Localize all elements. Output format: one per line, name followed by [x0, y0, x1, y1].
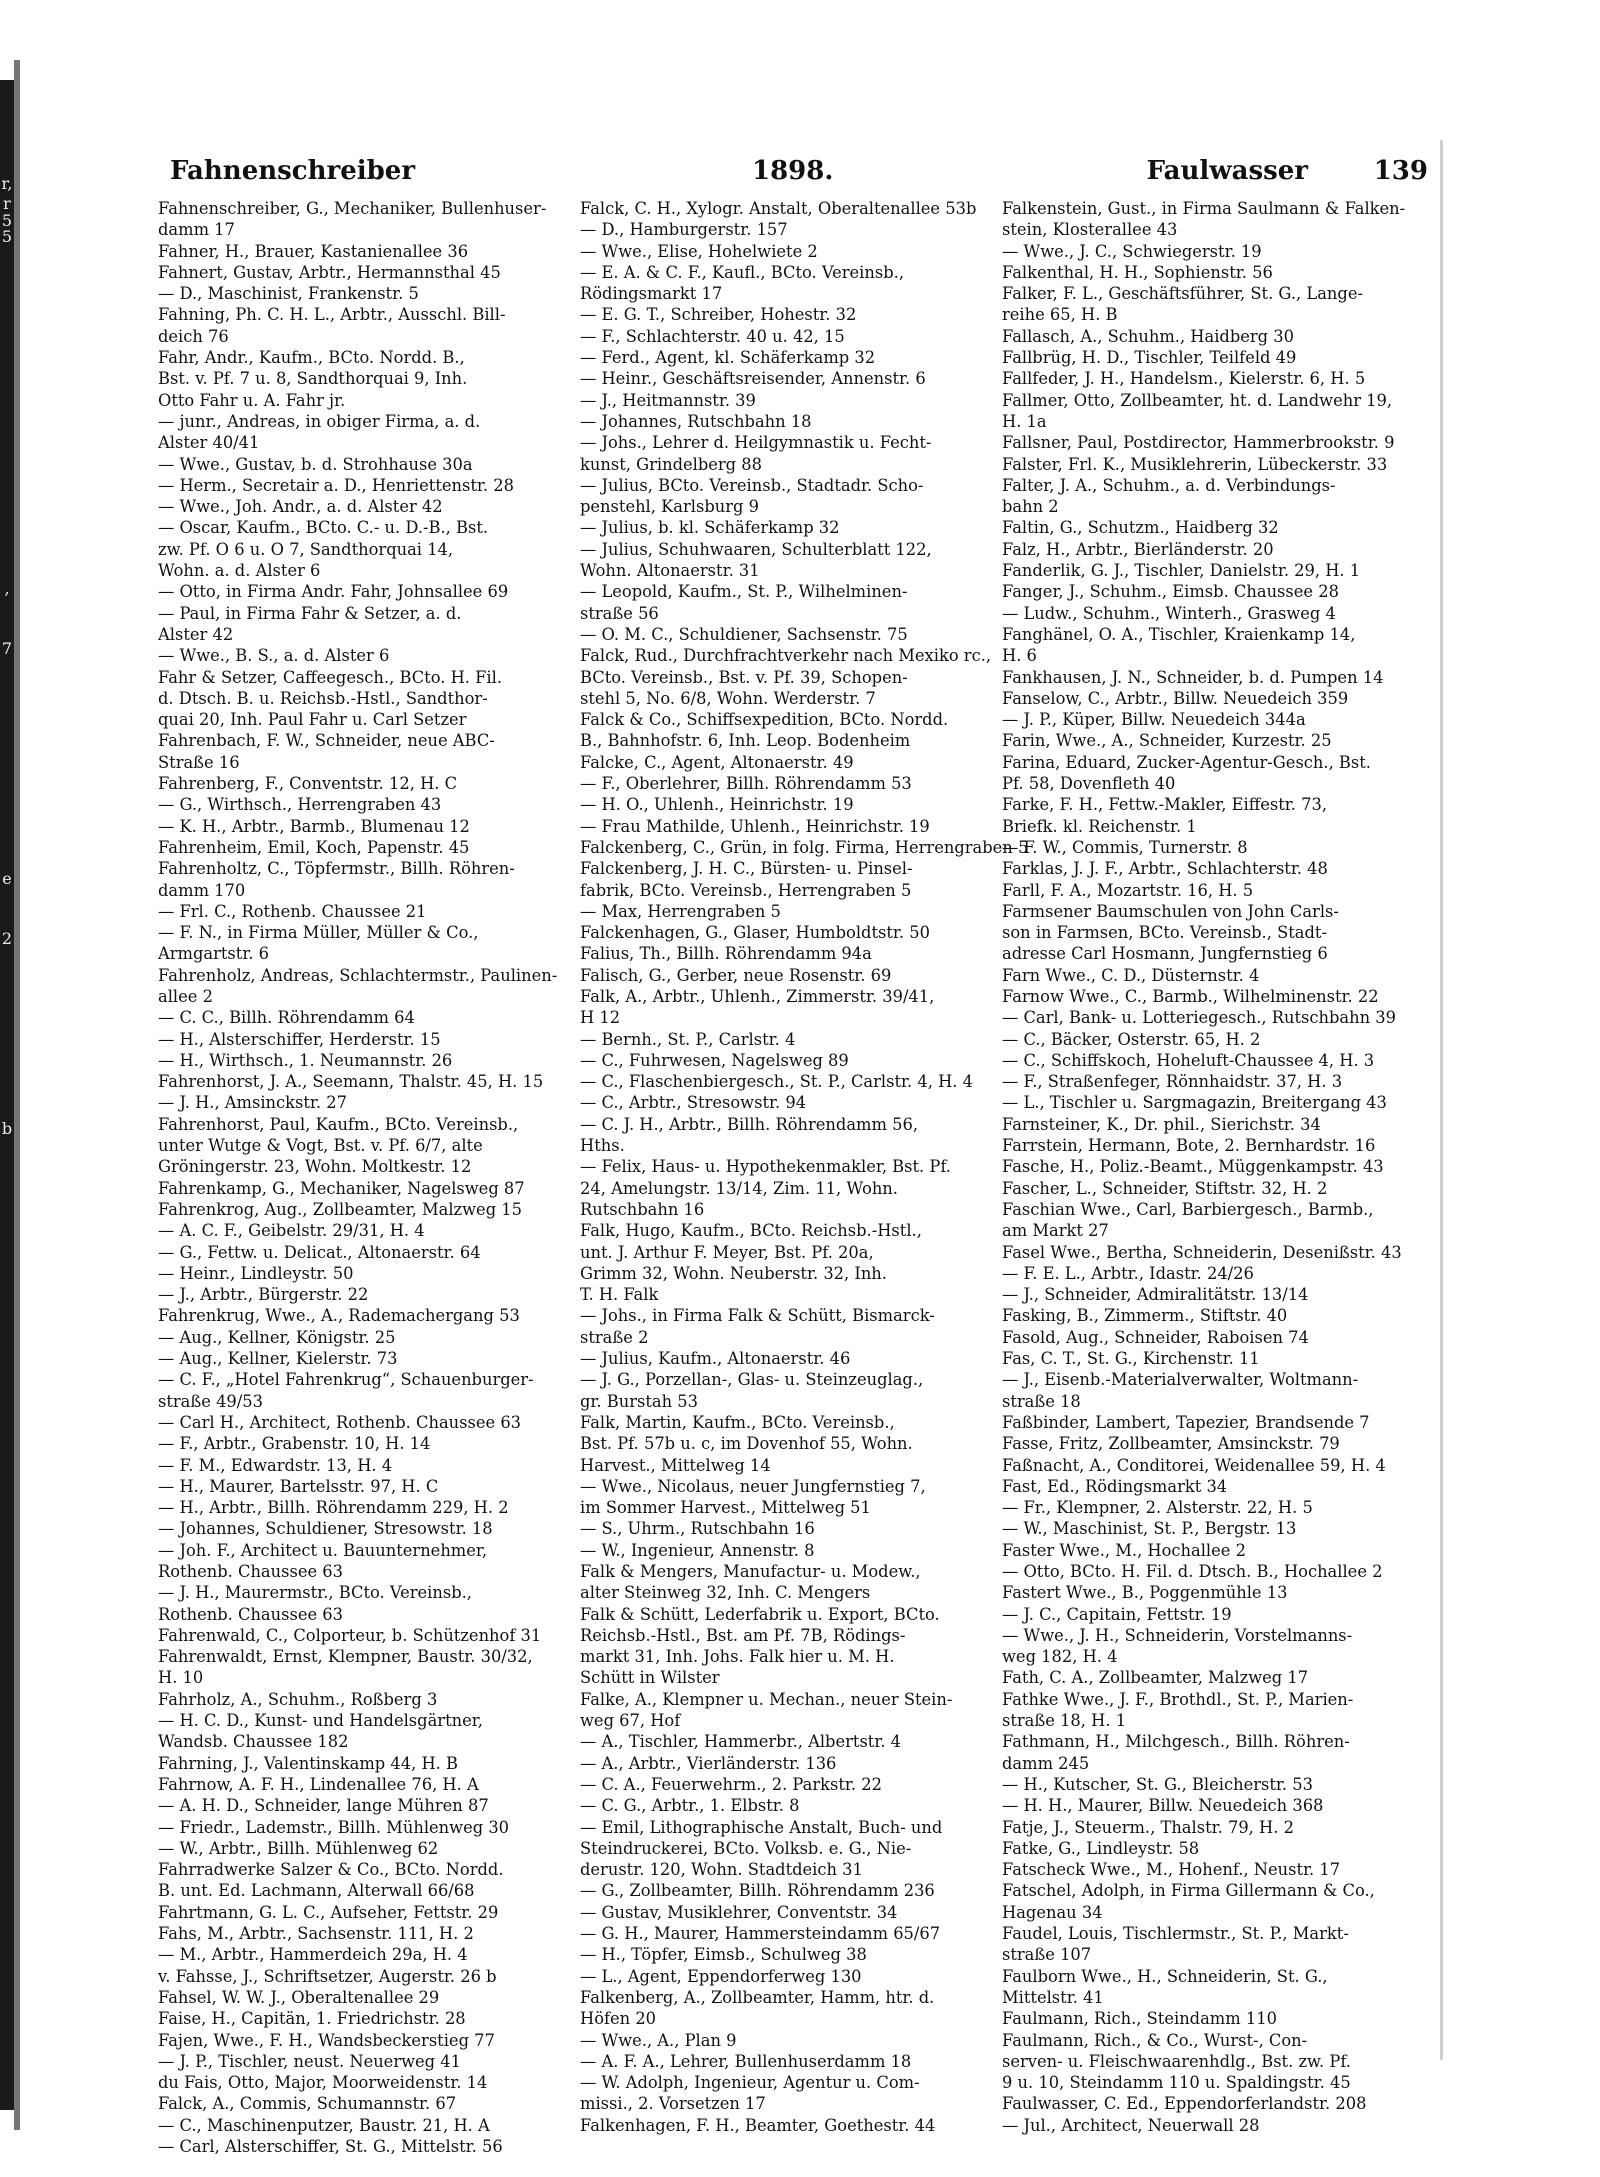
adjacent-page-glyph: r, — [1, 174, 13, 193]
directory-entry-line: — G., Zollbeamter, Billh. Röhrendamm 236 — [580, 1881, 935, 1901]
directory-entry-line: am Markt 27 — [1002, 1221, 1109, 1241]
directory-entry-line: Rothenb. Chaussee 63 — [158, 1604, 343, 1624]
directory-entry-line: — C., Schiffskoch, Hoheluft-Chaussee 4, H. 3 — [1002, 1050, 1375, 1070]
directory-entry-line: 9 u. 10, Steindamm 110 u. Spaldingstr. 45 — [1002, 2073, 1351, 2093]
directory-entry-line: Farll, F. A., Mozartstr. 16, H. 5 — [1002, 880, 1254, 900]
directory-entry-line: Faulmann, Rich., Steindamm 110 — [1002, 2009, 1277, 2029]
directory-entry-line: Fast, Ed., Rödingsmarkt 34 — [1002, 1476, 1228, 1496]
directory-entry-line: — Aug., Kellner, Königstr. 25 — [158, 1327, 396, 1347]
directory-entry-line: B. unt. Ed. Lachmann, Alterwall 66/68 — [158, 1881, 475, 1901]
directory-entry-line: Faulmann, Rich., & Co., Wurst-, Con- — [1002, 2030, 1308, 2050]
directory-entry-line: Fajen, Wwe., F. H., Wandsbeckerstieg 77 — [158, 2030, 495, 2050]
directory-entry-line: zw. Pf. O 6 u. O 7, Sandthorquai 14, — [158, 539, 454, 559]
directory-entry-line: — Bernh., St. P., Carlstr. 4 — [580, 1029, 796, 1049]
directory-entry-line: Fatje, J., Steuerm., Thalstr. 79, H. 2 — [1002, 1817, 1294, 1837]
directory-entry-line: Falius, Th., Billh. Röhrendamm 94a — [580, 944, 872, 964]
directory-entry-line: — C., Arbtr., Stresowstr. 94 — [580, 1093, 807, 1113]
directory-entry-line: H. 10 — [158, 1668, 204, 1688]
directory-entry-line: — Heinr., Geschäftsreisender, Annenstr. 6 — [580, 369, 926, 389]
directory-entry-line: Farin, Wwe., A., Schneider, Kurzestr. 25 — [1002, 731, 1332, 751]
directory-entry-line: Fathke Wwe., J. F., Brothdl., St. P., Marien- — [1002, 1689, 1354, 1709]
directory-entry-line: Armgartstr. 6 — [158, 944, 270, 964]
directory-entry-line: Fanselow, C., Arbtr., Billw. Neuedeich 359 — [1002, 688, 1349, 708]
directory-entry-line: Fas, C. T., St. G., Kirchenstr. 11 — [1002, 1349, 1260, 1369]
directory-entry-line: — H., Wirthsch., 1. Neumannstr. 26 — [158, 1050, 453, 1070]
directory-entry-line: — H., Maurer, Bartelsstr. 97, H. C — [158, 1476, 439, 1496]
directory-entry-line: Faise, H., Capitän, 1. Friedrichstr. 28 — [158, 2009, 466, 2029]
directory-entry-line: Fahnenschreiber, G., Mechaniker, Bullenhuser- — [158, 199, 547, 218]
directory-entry-line: — Wwe., Nicolaus, neuer Jungfernstieg 7, — [580, 1476, 926, 1496]
directory-entry-line: B., Bahnhofstr. 6, Inh. Leop. Bodenheim — [580, 731, 911, 751]
directory-entry-line: — junr., Andreas, in obiger Firma, a. d. — [158, 411, 481, 431]
directory-entry-line: Falk & Schütt, Lederfabrik u. Export, BCto. — [580, 1604, 940, 1624]
directory-entry-line: — F. W., Commis, Turnerstr. 8 — [1002, 837, 1248, 857]
directory-entry-line: Briefk. kl. Reichenstr. 1 — [1002, 816, 1197, 836]
directory-entry-line: Fascher, L., Schneider, Stiftstr. 32, H. 2 — [1002, 1178, 1328, 1198]
directory-entry-line: alter Steinweg 32, Inh. C. Mengers — [580, 1583, 871, 1603]
directory-entry-line: — G. H., Maurer, Hammersteindamm 65/67 — [580, 1924, 941, 1944]
directory-entry-line: Alster 40/41 — [158, 433, 260, 453]
directory-entry-line: — Wwe., A., Plan 9 — [580, 2030, 737, 2050]
directory-entry-line: — H. C. D., Kunst- und Handelsgärtner, — [158, 1711, 483, 1731]
directory-entry-line: Faulwasser, C. Ed., Eppendorferlandstr. 208 — [1002, 2094, 1367, 2114]
directory-entry-line: deich 76 — [158, 326, 229, 346]
directory-entry-line: Fahrenkrug, Wwe., A., Rademachergang 53 — [158, 1306, 520, 1326]
directory-entry-line: — F. M., Edwardstr. 13, H. 4 — [158, 1455, 393, 1475]
directory-entry-line: Fath, C. A., Zollbeamter, Malzweg 17 — [1002, 1668, 1309, 1688]
directory-entry-line: Falz, H., Arbtr., Bierländerstr. 20 — [1002, 539, 1274, 559]
directory-entry-line: Fasche, H., Poliz.-Beamt., Müggenkampstr. 43 — [1002, 1157, 1384, 1177]
directory-entry-line: penstehl, Karlsburg 9 — [580, 497, 759, 517]
directory-entry-line: Fastert Wwe., B., Poggenmühle 13 — [1002, 1583, 1288, 1603]
directory-entry-line: — C. G., Arbtr., 1. Elbstr. 8 — [580, 1796, 800, 1816]
directory-entry-line: Farke, F. H., Fettw.-Makler, Eiffestr. 73, — [1002, 795, 1328, 815]
directory-entry-line: Fahr & Setzer, Caffeegesch., BCto. H. Fil. — [158, 667, 503, 687]
directory-entry-line: Fankhausen, J. N., Schneider, b. d. Pumpen 14 — [1002, 667, 1384, 687]
directory-entry-line: — Frau Mathilde, Uhlenh., Heinrichstr. 19 — [580, 816, 930, 836]
directory-entry-line: — H. H., Maurer, Billw. Neuedeich 368 — [1002, 1796, 1324, 1816]
adjacent-page-glyph: 5 — [1, 227, 13, 246]
directory-entry-line: — C. J. H., Arbtr., Billh. Röhrendamm 56, — [580, 1114, 918, 1134]
directory-entry-line: Falter, J. A., Schuhm., a. d. Verbindungs- — [1002, 475, 1336, 495]
directory-entry-line: Fasel Wwe., Bertha, Schneiderin, Desenißstr. 43 — [1002, 1242, 1402, 1262]
directory-entry-line: Falk & Mengers, Manufactur- u. Modew., — [580, 1562, 921, 1581]
directory-entry-line: Farn Wwe., C. D., Düsternstr. 4 — [1002, 965, 1260, 985]
directory-entry-line: — J., Schneider, Admiralitätstr. 13/14 — [1002, 1285, 1309, 1305]
directory-entry-line: Faudel, Louis, Tischlermstr., St. P., Markt- — [1002, 1924, 1349, 1944]
directory-entry-line: serven- u. Fleischwaarenhdlg., Bst. zw. Pf. — [1002, 2051, 1351, 2071]
directory-entry-line: — C., Fuhrwesen, Nagelsweg 89 — [580, 1050, 849, 1070]
directory-entry-line: bahn 2 — [1002, 497, 1059, 517]
directory-entry-line: — Jul., Architect, Neuerwall 28 — [1002, 2115, 1260, 2135]
directory-entry-line: — W., Maschinist, St. P., Bergstr. 13 — [1002, 1519, 1297, 1539]
directory-entry-line: Falck, C. H., Xylogr. Anstalt, Oberaltenallee 53b — [580, 199, 977, 218]
column-3 — [1002, 198, 1404, 2136]
directory-entry-line: Falkenthal, H. H., Sophienstr. 56 — [1002, 262, 1273, 282]
directory-entry-line: — C., Flaschenbiergesch., St. P., Carlstr. 4, H. 4 — [580, 1072, 973, 1092]
directory-entry-line: Mittelstr. 41 — [1002, 1987, 1104, 2007]
directory-entry-line: Fasking, B., Zimmerm., Stiftstr. 40 — [1002, 1306, 1288, 1326]
directory-entry-line: Grimm 32, Wohn. Neuberstr. 32, Inh. — [580, 1263, 887, 1283]
directory-entry-line: Straße 16 — [158, 752, 240, 772]
directory-entry-line: — Wwe., J. C., Schwiegerstr. 19 — [1002, 241, 1262, 261]
column-1 — [158, 198, 560, 2157]
directory-entry-line: Bst. v. Pf. 7 u. 8, Sandthorquai 9, Inh. — [158, 369, 468, 389]
directory-entry-line: — H., Töpfer, Eimsb., Schulweg 38 — [580, 1945, 867, 1965]
directory-entry-line: Fahr, Andr., Kaufm., BCto. Nordd. B., — [158, 348, 465, 368]
directory-entry-line: — H., Arbtr., Billh. Röhrendamm 229, H. 2 — [158, 1498, 509, 1518]
directory-entry-line: stein, Klosterallee 43 — [1002, 220, 1178, 240]
directory-entry-line: Falckenberg, J. H. C., Bürsten- u. Pinsel- — [580, 859, 913, 879]
directory-entry-line: v. Fahsse, J., Schriftsetzer, Augerstr. 26 b — [158, 1966, 497, 1986]
directory-entry-line: Fahrenberg, F., Conventstr. 12, H. C — [158, 774, 458, 794]
directory-entry-line: Farklas, J. J. F., Arbtr., Schlachterstr. 48 — [1002, 859, 1328, 879]
adjacent-page-glyph: 5 — [1, 211, 13, 230]
directory-entry-line: Falk, A., Arbtr., Uhlenh., Zimmerstr. 39/41, — [580, 986, 935, 1006]
directory-entry-line: Fatschel, Adolph, in Firma Gillermann & Co., — [1002, 1881, 1375, 1901]
directory-entry-line: d. Dtsch. B. u. Reichsb.-Hstl., Sandthor- — [158, 688, 488, 708]
directory-entry-line: — H. O., Uhlenh., Heinrichstr. 19 — [580, 795, 854, 815]
directory-entry-line: fabrik, BCto. Vereinsb., Herrengraben 5 — [580, 880, 912, 900]
directory-entry-line: — J., Arbtr., Bürgerstr. 22 — [158, 1285, 369, 1305]
directory-entry-line: Fallmer, Otto, Zollbeamter, ht. d. Landwehr 19, — [1002, 390, 1393, 410]
directory-entry-line: quai 20, Inh. Paul Fahr u. Carl Setzer — [158, 710, 467, 730]
directory-entry-line: — Otto, BCto. H. Fil. d. Dtsch. B., Hochallee 2 — [1002, 1562, 1383, 1581]
directory-entry-line: Fahs, M., Arbtr., Sachsenstr. 111, H. 2 — [158, 1924, 474, 1944]
directory-entry-line: im Sommer Harvest., Mittelweg 51 — [580, 1498, 871, 1518]
directory-entry-line: — A. H. D., Schneider, lange Mühren 87 — [158, 1796, 489, 1816]
directory-entry-line: Fahner, H., Brauer, Kastanienallee 36 — [158, 241, 469, 261]
directory-entry-line: Fasold, Aug., Schneider, Raboisen 74 — [1002, 1327, 1309, 1347]
directory-entry-line: stehl 5, No. 6/8, Wohn. Werderstr. 7 — [580, 688, 876, 708]
directory-entry-line: — O. M. C., Schuldiener, Sachsenstr. 75 — [580, 624, 908, 644]
directory-entry-line: Faster Wwe., M., Hochallee 2 — [1002, 1540, 1246, 1560]
adjacent-page-glyph: , — [4, 579, 10, 598]
directory-entry-line: Fahrenholz, Andreas, Schlachtermstr., Paulinen- — [158, 965, 558, 985]
directory-entry-line: Farnow Wwe., C., Barmb., Wilhelminenstr. 22 — [1002, 986, 1379, 1006]
directory-entry-line: — Leopold, Kaufm., St. P., Wilhelminen- — [580, 582, 908, 602]
directory-entry-line: Fahrenheim, Emil, Koch, Papenstr. 45 — [158, 837, 470, 857]
directory-entry-line: — L., Agent, Eppendorferweg 130 — [580, 1966, 862, 1986]
directory-entry-line: — Ludw., Schuhm., Winterh., Grasweg 4 — [1002, 603, 1336, 623]
directory-entry-line: Fahrning, J., Valentinskamp 44, H. B — [158, 1753, 458, 1773]
directory-entry-line: Pf. 58, Dovenfleth 40 — [1002, 774, 1176, 794]
directory-entry-line: — A. C. F., Geibelstr. 29/31, H. 4 — [158, 1221, 425, 1241]
directory-entry-line: Faltin, G., Schutzm., Haidberg 32 — [1002, 518, 1279, 538]
directory-entry-line: Fallbrüg, H. D., Tischler, Teilfeld 49 — [1002, 348, 1297, 368]
directory-entry-line: Otto Fahr u. A. Fahr jr. — [158, 390, 346, 410]
directory-entry-line: Fallsner, Paul, Postdirector, Hammerbrookstr. 9 — [1002, 433, 1395, 453]
directory-entry-line: Faßnacht, A., Conditorei, Weidenallee 59, H. 4 — [1002, 1455, 1386, 1475]
directory-entry-line: — K. H., Arbtr., Barmb., Blumenau 12 — [158, 816, 470, 836]
directory-entry-line: — Julius, BCto. Vereinsb., Stadtadr. Scho- — [580, 475, 924, 495]
directory-entry-line: — Herm., Secretair a. D., Henriettenstr. 28 — [158, 475, 514, 495]
directory-entry-line: Falisch, G., Gerber, neue Rosenstr. 69 — [580, 965, 892, 985]
header-left-catchword: Fahnenschreiber — [170, 156, 416, 186]
directory-entry-line: — F., Schlachterstr. 40 u. 42, 15 — [580, 326, 845, 346]
directory-entry-line: gr. Burstah 53 — [580, 1391, 698, 1411]
directory-entry-line: Fallasch, A., Schuhm., Haidberg 30 — [1002, 326, 1294, 346]
directory-entry-line: — Johs., Lehrer d. Heilgymnastik u. Fecht- — [580, 433, 932, 453]
directory-entry-line: — H., Alsterschiffer, Herderstr. 15 — [158, 1029, 441, 1049]
directory-entry-line: Fahrholz, A., Schuhm., Roßberg 3 — [158, 1689, 438, 1709]
directory-entry-line: — Emil, Lithographische Anstalt, Buch- und — [580, 1817, 943, 1837]
directory-entry-line: — W., Arbtr., Billh. Mühlenweg 62 — [158, 1838, 439, 1858]
directory-entry-line: Hagenau 34 — [1002, 1902, 1103, 1922]
directory-entry-line: Fahrenkamp, G., Mechaniker, Nagelsweg 87 — [158, 1178, 525, 1198]
directory-entry-line: Falker, F. L., Geschäftsführer, St. G., Lange- — [1002, 284, 1363, 304]
adjacent-page-glyph: e — [2, 869, 12, 888]
directory-entry-line: — F., Arbtr., Grabenstr. 10, H. 14 — [158, 1434, 431, 1454]
directory-entry-line: Falke, A., Klempner u. Mechan., neuer Stein- — [580, 1689, 953, 1709]
directory-entry-line: — H., Kutscher, St. G., Bleicherstr. 53 — [1002, 1774, 1313, 1794]
directory-entry-line: — Carl H., Architect, Rothenb. Chaussee 63 — [158, 1412, 522, 1432]
directory-entry-line: — Julius, Schuhwaaren, Schulterblatt 122, — [580, 539, 932, 559]
directory-entry-line: — G., Fettw. u. Delicat., Altonaerstr. 64 — [158, 1242, 481, 1262]
directory-entry-line: straße 49/53 — [158, 1391, 263, 1411]
directory-entry-line: Faßbinder, Lambert, Tapezier, Brandsende 7 — [1002, 1412, 1370, 1432]
directory-entry-line: — Johannes, Schuldiener, Stresowstr. 18 — [158, 1519, 493, 1539]
page-gutter — [14, 60, 20, 2130]
directory-entry-line: — S., Uhrm., Rutschbahn 16 — [580, 1519, 815, 1539]
adjacent-page-glyph: 2 — [1, 929, 13, 948]
directory-entry-line: — Johannes, Rutschbahn 18 — [580, 411, 812, 431]
page-number: 139 — [1373, 156, 1428, 186]
directory-entry-line: T. H. Falk — [580, 1285, 659, 1305]
directory-entry-line: missi., 2. Vorsetzen 17 — [580, 2094, 766, 2114]
left-page-edge — [0, 80, 14, 2110]
directory-entry-line: — Frl. C., Rothenb. Chaussee 21 — [158, 901, 427, 921]
directory-entry-line: — Wwe., Joh. Andr., a. d. Alster 42 — [158, 497, 443, 517]
adjacent-page-glyph: r — [3, 194, 11, 213]
directory-entry-line: straße 18, H. 1 — [1002, 1711, 1127, 1731]
directory-entry-line: Farina, Eduard, Zucker-Agentur-Gesch., Bst. — [1002, 752, 1371, 772]
directory-entry-line: Falckenhagen, G., Glaser, Humboldtstr. 50 — [580, 923, 930, 943]
directory-entry-line: Reichsb.-Hstl., Bst. am Pf. 7B, Rödings- — [580, 1625, 906, 1645]
directory-entry-line: — E. A. & C. F., Kaufl., BCto. Vereinsb., — [580, 262, 904, 282]
directory-entry-line: Falster, Frl. K., Musiklehrerin, Lübeckerstr. 33 — [1002, 454, 1388, 474]
page-header — [162, 152, 1428, 192]
directory-entry-line: Schütt in Wilster — [580, 1668, 720, 1688]
directory-entry-line: Farrstein, Hermann, Bote, 2. Bernhardstr. 16 — [1002, 1136, 1376, 1156]
directory-entry-line: BCto. Vereinsb., Bst. v. Pf. 39, Schopen- — [580, 667, 908, 687]
directory-entry-line: Wandsb. Chaussee 182 — [158, 1732, 349, 1752]
directory-entry-line: — Wwe., J. H., Schneiderin, Vorstelmanns- — [1002, 1625, 1353, 1645]
directory-entry-line: unt. J. Arthur F. Meyer, Bst. Pf. 20a, — [580, 1242, 874, 1262]
directory-entry-line: — Aug., Kellner, Kielerstr. 73 — [158, 1349, 398, 1369]
directory-entry-line: Farmsener Baumschulen von John Carls- — [1002, 901, 1339, 921]
directory-entry-line: — J., Heitmannstr. 39 — [580, 390, 756, 410]
directory-entry-line: Fahnert, Gustav, Arbtr., Hermannsthal 45 — [158, 262, 501, 282]
directory-entry-line: Fatke, G., Lindleystr. 58 — [1002, 1838, 1200, 1858]
directory-entry-line: straße 56 — [580, 603, 659, 623]
directory-entry-line: — F., Straßenfeger, Rönnhaidstr. 37, H. 3 — [1002, 1072, 1343, 1092]
directory-entry-line: Faulborn Wwe., H., Schneiderin, St. G., — [1002, 1966, 1328, 1986]
directory-entry-line: straße 2 — [580, 1327, 649, 1347]
directory-entry-line: Bst. Pf. 57b u. c, im Dovenhof 55, Wohn. — [580, 1434, 913, 1454]
directory-entry-line: allee 2 — [158, 986, 213, 1006]
directory-entry-line: 24, Amelungstr. 13/14, Zim. 11, Wohn. — [580, 1178, 898, 1198]
adjacent-page-glyph: 7 — [1, 639, 13, 658]
directory-entry-line: weg 182, H. 4 — [1002, 1647, 1118, 1667]
directory-entry-line: Fahrenwald, C., Colporteur, b. Schützenhof 31 — [158, 1625, 542, 1645]
directory-entry-line: kunst, Grindelberg 88 — [580, 454, 762, 474]
directory-page — [150, 140, 1443, 2157]
directory-entry-line: — Friedr., Lademstr., Billh. Mühlenweg 30 — [158, 1817, 510, 1837]
directory-entry-line: — Felix, Haus- u. Hypothekenmakler, Bst. Pf. — [580, 1157, 951, 1177]
directory-entry-line: Fahrenbach, F. W., Schneider, neue ABC- — [158, 731, 495, 751]
directory-entry-line: Fahrenkrog, Aug., Zollbeamter, Malzweg 15 — [158, 1199, 523, 1219]
directory-entry-line: Fahrenholtz, C., Töpfermstr., Billh. Röhren- — [158, 859, 515, 879]
directory-entry-line: — C., Bäcker, Osterstr. 65, H. 2 — [1002, 1029, 1261, 1049]
directory-entry-line: — A., Tischler, Hammerbr., Albertstr. 4 — [580, 1732, 902, 1752]
directory-entry-line: Fahrradwerke Salzer & Co., BCto. Nordd. — [158, 1860, 504, 1880]
directory-entry-line: Fallfeder, J. H., Handelsm., Kielerstr. 6, H. 5 — [1002, 369, 1366, 389]
directory-entry-line: — W., Ingenieur, Annenstr. 8 — [580, 1540, 815, 1560]
adjacent-page-glyph: b — [1, 1119, 13, 1138]
header-year: 1898. — [752, 156, 834, 186]
directory-entry-line: Fahning, Ph. C. H. L., Arbtr., Ausschl. Bill- — [158, 305, 506, 325]
directory-entry-line: — M., Arbtr., Hammerdeich 29a, H. 4 — [158, 1945, 468, 1965]
directory-entry-line: — Julius, Kaufm., Altonaerstr. 46 — [580, 1349, 851, 1369]
directory-entry-line: straße 18 — [1002, 1391, 1081, 1411]
directory-entry-line: — W. Adolph, Ingenieur, Agentur u. Com- — [580, 2073, 920, 2093]
directory-entry-line: — Ferd., Agent, kl. Schäferkamp 32 — [580, 348, 876, 368]
directory-entry-line: — Oscar, Kaufm., BCto. C.- u. D.-B., Bst. — [158, 518, 489, 538]
directory-entry-line: — Carl, Bank- u. Lotteriegesch., Rutschbahn 39 — [1002, 1008, 1396, 1028]
directory-entry-line: Fahrenwaldt, Ernst, Klempner, Baustr. 30/32, — [158, 1647, 533, 1667]
directory-entry-line: — J. P., Küper, Billw. Neuedeich 344a — [1002, 710, 1306, 730]
directory-entry-line: Fathmann, H., Milchgesch., Billh. Röhren- — [1002, 1732, 1350, 1752]
directory-entry-line: Fahrenhorst, Paul, Kaufm., BCto. Vereinsb., — [158, 1114, 519, 1134]
directory-entry-line: Fahrenhorst, J. A., Seemann, Thalstr. 45, H. 15 — [158, 1072, 544, 1092]
directory-entry-line: — J., Eisenb.-Materialverwalter, Woltmann- — [1002, 1370, 1359, 1390]
directory-entry-line: Faschian Wwe., Carl, Barbiergesch., Barmb., — [1002, 1199, 1374, 1219]
directory-entry-line: Wohn. Altonaerstr. 31 — [580, 561, 760, 581]
directory-entry-line: reihe 65, H. B — [1002, 305, 1118, 325]
directory-entry-line: — Joh. F., Architect u. Bauunternehmer, — [158, 1540, 488, 1560]
directory-entry-line: H. 6 — [1002, 646, 1037, 666]
directory-entry-line: adresse Carl Hosmann, Jungfernstieg 6 — [1002, 944, 1328, 964]
directory-entry-line: — C. A., Feuerwehrm., 2. Parkstr. 22 — [580, 1774, 882, 1794]
directory-entry-line: unter Wutge & Vogt, Bst. v. Pf. 6/7, alte — [158, 1136, 483, 1156]
directory-entry-line: Hths. — [580, 1136, 625, 1156]
directory-entry-line: — A. F. A., Lehrer, Bullenhuserdamm 18 — [580, 2051, 912, 2071]
directory-entry-line: — J. H., Maurermstr., BCto. Vereinsb., — [158, 1583, 472, 1603]
directory-entry-line: — Fr., Klempner, 2. Alsterstr. 22, H. 5 — [1002, 1498, 1313, 1518]
directory-entry-line: Harvest., Mittelweg 14 — [580, 1455, 771, 1475]
directory-entry-line: Falkenberg, A., Zollbeamter, Hamm, htr. d. — [580, 1987, 935, 2007]
directory-entry-line: damm 17 — [158, 220, 235, 240]
directory-entry-line: Falcke, C., Agent, Altonaerstr. 49 — [580, 752, 854, 772]
directory-entry-line: — A., Arbtr., Vierländerstr. 136 — [580, 1753, 837, 1773]
directory-entry-line: — J. G., Porzellan-, Glas- u. Steinzeuglag., — [580, 1370, 924, 1390]
directory-entry-line: — Gustav, Musiklehrer, Conventstr. 34 — [580, 1902, 898, 1922]
directory-entry-line: Falkenhagen, F. H., Beamter, Goethestr. 44 — [580, 2115, 936, 2135]
directory-entry-line: — Heinr., Lindleystr. 50 — [158, 1263, 354, 1283]
directory-entry-line: — Max, Herrengraben 5 — [580, 901, 781, 921]
directory-entry-line: son in Farmsen, BCto. Vereinsb., Stadt- — [1002, 923, 1327, 943]
directory-entry-line: straße 107 — [1002, 1945, 1092, 1965]
directory-entry-line: — F. E. L., Arbtr., Idastr. 24/26 — [1002, 1263, 1254, 1283]
directory-entry-line: Fatscheck Wwe., M., Hohenf., Neustr. 17 — [1002, 1860, 1341, 1880]
directory-entry-line: Fahsel, W. W. J., Oberaltenallee 29 — [158, 1987, 440, 2007]
directory-entry-line: — J. C., Capitain, Fettstr. 19 — [1002, 1604, 1232, 1624]
directory-entry-line: Fanghänel, O. A., Tischler, Kraienkamp 14, — [1002, 624, 1356, 644]
directory-entry-line: — G., Wirthsch., Herrengraben 43 — [158, 795, 442, 815]
directory-entry-line: Fanger, J., Schuhm., Eimsb. Chaussee 28 — [1002, 582, 1339, 602]
directory-entry-line: Falck, Rud., Durchfrachtverkehr nach Mexiko rc., — [580, 646, 992, 666]
directory-entry-line: Steindruckerei, BCto. Volksb. e. G., Nie- — [580, 1838, 912, 1858]
directory-entry-line: H 12 — [580, 1008, 621, 1028]
directory-entry-line: Fasse, Fritz, Zollbeamter, Amsinckstr. 79 — [1002, 1434, 1340, 1454]
directory-entry-line: Gröningerstr. 23, Wohn. Moltkestr. 12 — [158, 1157, 472, 1177]
directory-entry-line: Rödingsmarkt 17 — [580, 284, 723, 304]
directory-entry-line: — D., Maschinist, Frankenstr. 5 — [158, 284, 419, 304]
directory-entry-line: — C. F., „Hotel Fahrenkrug“, Schauenburger- — [158, 1370, 534, 1390]
directory-entry-line: Fahrnow, A. F. H., Lindenallee 76, H. A — [158, 1774, 479, 1794]
directory-entry-line: Falckenberg, C., Grün, in folg. Firma, Herrengraben 5 — [580, 837, 1029, 857]
directory-entry-line: — C., Maschinenputzer, Baustr. 21, H. A — [158, 2115, 490, 2135]
directory-entry-line: Falkenstein, Gust., in Firma Saulmann & Falken- — [1002, 199, 1406, 218]
directory-entry-line: — Otto, in Firma Andr. Fahr, Johnsallee 69 — [158, 582, 509, 602]
directory-entry-line: Falck, A., Commis, Schumannstr. 67 — [158, 2094, 457, 2114]
directory-entry-line: Höfen 20 — [580, 2009, 657, 2029]
directory-entry-line: Rothenb. Chaussee 63 — [158, 1562, 343, 1581]
directory-entry-line: Falk, Martin, Kaufm., BCto. Vereinsb., — [580, 1412, 895, 1432]
directory-entry-line: — L., Tischler u. Sargmagazin, Breitergang 43 — [1002, 1093, 1387, 1113]
directory-entry-line: du Fais, Otto, Major, Moorweidenstr. 14 — [158, 2073, 488, 2093]
directory-entry-line: Rutschbahn 16 — [580, 1199, 705, 1219]
directory-entry-line: Fahrtmann, G. L. C., Aufseher, Fettstr. 29 — [158, 1902, 499, 1922]
directory-entry-line: damm 245 — [1002, 1753, 1090, 1773]
directory-entry-line: — Wwe., Gustav, b. d. Strohhause 30a — [158, 454, 473, 474]
directory-entry-line: weg 67, Hof — [580, 1711, 681, 1731]
directory-entry-line: Farnsteiner, K., Dr. phil., Sierichstr. 34 — [1002, 1114, 1321, 1134]
directory-entry-line: Wohn. a. d. Alster 6 — [158, 561, 321, 581]
directory-entry-line: — Wwe., B. S., a. d. Alster 6 — [158, 646, 390, 666]
directory-entry-line: — Wwe., Elise, Hohelwiete 2 — [580, 241, 818, 261]
header-right-catchword: Faulwasser — [1146, 156, 1308, 186]
directory-entry-line: — Julius, b. kl. Schäferkamp 32 — [580, 518, 840, 538]
directory-entry-line: — Paul, in Firma Fahr & Setzer, a. d. — [158, 603, 462, 623]
directory-entry-line: — J. P., Tischler, neust. Neuerweg 41 — [158, 2051, 461, 2071]
directory-entry-line: Fanderlik, G. J., Tischler, Danielstr. 29, H. 1 — [1002, 561, 1361, 581]
directory-entry-line: H. 1a — [1002, 411, 1047, 431]
directory-entry-line: — C. C., Billh. Röhrendamm 64 — [158, 1008, 415, 1028]
directory-entry-line: — Johs., in Firma Falk & Schütt, Bismarck- — [580, 1306, 935, 1326]
directory-entry-line: — Carl, Alsterschiffer, St. G., Mittelstr. 56 — [158, 2137, 503, 2157]
directory-entry-line: markt 31, Inh. Johs. Falk hier u. M. H. — [580, 1647, 895, 1667]
directory-entry-line: — E. G. T., Schreiber, Hohestr. 32 — [580, 305, 857, 325]
directory-entry-line: — F., Oberlehrer, Billh. Röhrendamm 53 — [580, 774, 912, 794]
directory-entry-line: Alster 42 — [158, 624, 234, 644]
directory-entry-line: — F. N., in Firma Müller, Müller & Co., — [158, 923, 479, 943]
directory-entry-line: Falck & Co., Schiffsexpedition, BCto. Nordd. — [580, 710, 949, 730]
directory-entry-line: damm 170 — [158, 880, 246, 900]
directory-entry-line: Falk, Hugo, Kaufm., BCto. Reichsb.-Hstl., — [580, 1221, 922, 1241]
directory-entry-line: — D., Hamburgerstr. 157 — [580, 220, 788, 240]
directory-entry-line: — J. H., Amsinckstr. 27 — [158, 1093, 347, 1113]
directory-entry-line: derustr. 120, Wohn. Stadtdeich 31 — [580, 1860, 863, 1880]
